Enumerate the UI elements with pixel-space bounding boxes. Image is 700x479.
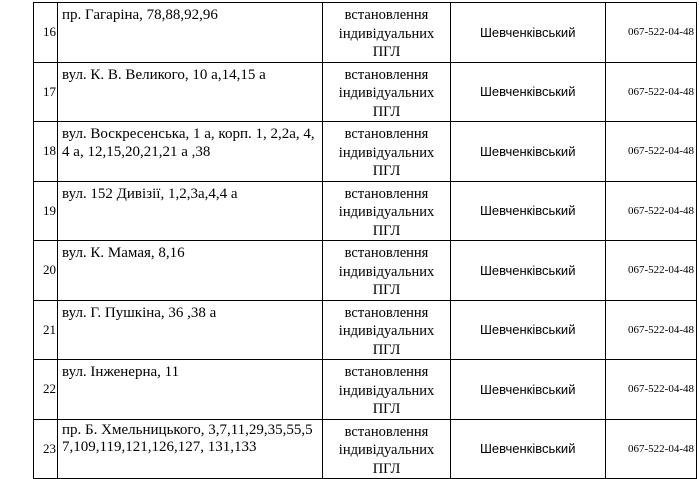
work-type-cell: встановлення індивідуальних ПГЛ — [323, 241, 450, 301]
table-row — [34, 300, 697, 360]
address-cell: вул. К. В. Великого, 10 а,14,15 а — [58, 62, 323, 122]
address-cell: вул. 152 Дивізії, 1,2,3а,4,4 а — [58, 181, 323, 241]
table-row — [34, 419, 697, 479]
row-number: 22 — [34, 360, 58, 420]
phone-cell: 067-522-04-48 — [605, 419, 696, 479]
district-cell: Шевченківський — [450, 3, 605, 63]
table-row — [34, 62, 697, 122]
table-row — [34, 122, 697, 182]
work-type-cell: встановлення індивідуальних ПГЛ — [323, 122, 450, 182]
district-cell: Шевченківський — [450, 419, 605, 479]
row-number: 17 — [34, 62, 58, 122]
district-cell: Шевченківський — [450, 300, 605, 360]
row-number: 19 — [34, 181, 58, 241]
work-type-cell: встановлення індивідуальних ПГЛ — [323, 419, 450, 479]
district-cell: Шевченківський — [450, 241, 605, 301]
table-row — [34, 241, 697, 301]
row-number: 20 — [34, 241, 58, 301]
work-type-cell: встановлення індивідуальних ПГЛ — [323, 360, 450, 420]
phone-cell: 067-522-04-48 — [605, 360, 696, 420]
district-cell: Шевченківський — [450, 360, 605, 420]
district-cell: Шевченківський — [450, 181, 605, 241]
address-cell: вул. Воскресенська, 1 а, корп. 1, 2,2а, 4,4 а, 12,15,20,21,21 а ,38 — [58, 122, 323, 182]
row-number: 16 — [34, 3, 58, 63]
phone-cell: 067-522-04-48 — [605, 241, 696, 301]
table-row — [34, 360, 697, 420]
phone-cell: 067-522-04-48 — [605, 300, 696, 360]
row-number: 21 — [34, 300, 58, 360]
row-number: 18 — [34, 122, 58, 182]
work-type-cell: встановлення індивідуальних ПГЛ — [323, 62, 450, 122]
phone-cell: 067-522-04-48 — [605, 181, 696, 241]
address-cell: вул. Інженерна, 11 — [58, 360, 323, 420]
work-type-cell: встановлення індивідуальних ПГЛ — [323, 3, 450, 63]
phone-cell: 067-522-04-48 — [605, 122, 696, 182]
row-number: 23 — [34, 419, 58, 479]
work-type-cell: встановлення індивідуальних ПГЛ — [323, 181, 450, 241]
district-cell: Шевченківський — [450, 122, 605, 182]
address-cell: пр. Гагаріна, 78,88,92,96 — [58, 3, 323, 63]
district-cell: Шевченківський — [450, 62, 605, 122]
phone-cell: 067-522-04-48 — [605, 62, 696, 122]
table-row — [34, 3, 697, 63]
address-cell: вул. К. Мамая, 8,16 — [58, 241, 323, 301]
address-cell: вул. Г. Пушкіна, 36 ,38 а — [58, 300, 323, 360]
schedule-table — [33, 2, 697, 479]
table-row — [34, 181, 697, 241]
address-cell: пр. Б. Хмельницького, 3,7,11,29,35,55,57,109,119,121,126,127, 131,133 — [58, 419, 323, 479]
phone-cell: 067-522-04-48 — [605, 3, 696, 63]
work-type-cell: встановлення індивідуальних ПГЛ — [323, 300, 450, 360]
